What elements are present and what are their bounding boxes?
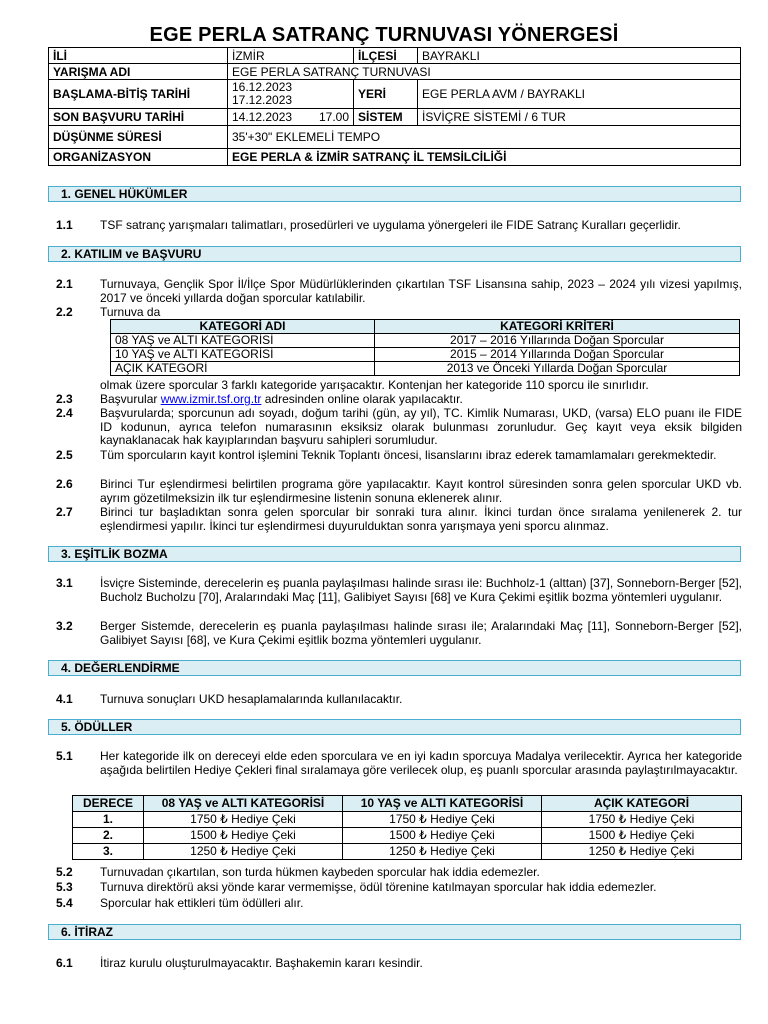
table-row	[111, 362, 740, 376]
item-text	[100, 393, 742, 407]
basvuru-date: 14.12.2023	[232, 110, 293, 124]
prize-cell: 1750 ₺ Hediye Çeki	[343, 812, 542, 828]
item-text: Başvurularda; sporcunun adı soyadı, doğum tarihi (gün, ay yıl), TC. Kimlik Numarası, UKD, (varsa) ELO puanı ile FIDE ID kodunun, ayrıca telefon numarasının eksiksiz olarak bulunması zorunludur. Geç kayıt veya eksik bilgiden kaynaklanacak hak kayıplarından başvuru sahipleri sorumludur.	[100, 406, 742, 447]
prize-header-rank: DERECE	[73, 796, 144, 812]
item-number: 5.3	[56, 880, 73, 894]
tsf-website-link[interactable]: www.izmir.tsf.org.tr	[160, 392, 262, 406]
category-name: AÇIK KATEGORİ	[111, 362, 375, 376]
item-2-2-continued	[100, 379, 742, 393]
ilce-value: BAYRAKLI	[418, 48, 741, 64]
prize-cell: 1250 ₺ Hediye Çeki	[144, 844, 343, 860]
section-header-oduller: 5. ÖDÜLLER	[48, 719, 741, 735]
basvuru-label: SON BAŞVURU TARİHİ	[49, 109, 228, 126]
basvuru-time: 17.00	[318, 110, 349, 124]
tarih-value	[228, 80, 354, 109]
item-number: 1.1	[56, 218, 73, 232]
item-number: 2.5	[56, 448, 73, 462]
item-text: İsviçre Sisteminde, derecelerin eş puanla paylaşılması halinde sırası ile: Buchholz-1 (alttan) [37], Sonneborn-Berger [52], Bucholz Bucholzu [70], Aralarındaki Maç [11], Galibiyet Sayısı [68] ve Kura Çekimi eşitlik bozma yöntemleri uygulanır.	[100, 576, 742, 604]
item-text: TSF satranç yarışmaları talimatları, prosedürleri ve uygulama yönergeleri ile FIDE Satranç Kuralları geçerlidir.	[100, 218, 681, 232]
item-text: Turnuvaya, Gençlik Spor İl/İlçe Spor Müdürlüklerinden çıkartılan TSF Lisansına sahip, 2023 – 2024 yılı vizesi yapılmış, 2017 ve önceki yıllarda doğan sporcular katılabilir.	[100, 277, 742, 305]
sure-label: DÜŞÜNME SÜRESİ	[49, 126, 228, 149]
org-value: EGE PERLA & İZMİR SATRANÇ İL TEMSİLCİLİĞİ	[228, 149, 741, 166]
item-text: Turnuva direktörü aksi yönde karar vermemişse, ödül törenine katılmayan sporcular hak iddia edemezler.	[100, 880, 657, 894]
tarih-start: 16.12.2023	[232, 80, 293, 94]
category-name: 10 YAŞ ve ALTI KATEGORİSİ	[111, 348, 375, 362]
section-header-esitlik: 3. EŞİTLİK BOZMA	[48, 546, 741, 562]
category-criteria: 2013 ve Önceki Yıllarda Doğan Sporcular	[375, 362, 740, 376]
yer-label: YERİ	[354, 80, 418, 109]
item-number: 5.1	[56, 749, 73, 763]
section-header-genel: 1. GENEL HÜKÜMLER	[48, 186, 741, 202]
item-text: Birinci Tur eşlendirmesi belirtilen programa göre yapılacaktır. Kayıt kontrol süresinden sonra gelen sporcular UKD vb. ayrım gözetilmeksizin ilk tur eşlendirmesine listenin sonuna eklenerek alınır.	[100, 477, 742, 505]
prize-cell: 1750 ₺ Hediye Çeki	[542, 812, 742, 828]
prize-header-u10: 10 YAŞ ve ALTI KATEGORİSİ	[343, 796, 542, 812]
prize-cell: 1500 ₺ Hediye Çeki	[542, 828, 742, 844]
item-text: Her kategoride ilk on dereceyi elde eden sporculara ve en iyi kadın sporcuya Madalya verilecektir. Ayrıca her kategoride aşağıda belirtilen Hediye Çekleri final sıralamaya göre verilecek olup, eş puanlı sporcular arasında paylaştırılmayacaktır.	[100, 749, 742, 777]
category-name: 08 YAŞ ve ALTI KATEGORİSİ	[111, 334, 375, 348]
category-criteria: 2015 – 2014 Yıllarında Doğan Sporcular	[375, 348, 740, 362]
item-text: Berger Sistemde, derecelerin eş puanla paylaşılması halinde sırası ile; Aralarındaki Maç [11], Sonneborn-Berger [52], Galibiyet Sayısı [68], ve Kura Çekimi eşitlik bozma yöntemleri uygulanır.	[100, 619, 742, 647]
table-row	[73, 844, 742, 860]
sure-value: 35'+30" EKLEMELİ TEMPO	[228, 126, 741, 149]
prize-header-open: AÇIK KATEGORİ	[542, 796, 742, 812]
basvuru-value	[228, 109, 354, 126]
item-text: Turnuva sonuçları UKD hesaplamalarında kullanılacaktır.	[100, 692, 403, 706]
item-text: İtiraz kurulu oluşturulmayacaktır. Başhakemin kararı kesindir.	[100, 956, 423, 970]
item-number: 3.2	[56, 619, 73, 633]
item-number: 4.1	[56, 692, 73, 706]
item-number: 3.1	[56, 576, 73, 590]
yer-value: EGE PERLA AVM / BAYRAKLI	[418, 80, 741, 109]
sistem-label: SİSTEM	[354, 109, 418, 126]
prize-table	[72, 795, 742, 860]
prize-cell: 1500 ₺ Hediye Çeki	[343, 828, 542, 844]
prize-rank: 3.	[73, 844, 144, 860]
item-number: 5.4	[56, 896, 73, 910]
org-label: ORGANİZASYON	[49, 149, 228, 166]
prize-cell: 1750 ₺ Hediye Çeki	[144, 812, 343, 828]
item-text: Tüm sporcuların kayıt kontrol işlemini Teknik Toplantı öncesi, lisanslarını ibraz ederek tamamlamaları gerekmektedir.	[100, 448, 717, 462]
item-text-part: Başvurular	[100, 392, 161, 406]
info-table	[48, 47, 741, 166]
item-text-part: adresinden online olarak yapılacaktır.	[261, 392, 463, 406]
category-header-name: KATEGORİ ADI	[111, 320, 375, 334]
prize-rank: 1.	[73, 812, 144, 828]
il-value: İZMİR	[228, 48, 354, 64]
category-header-criteria: KATEGORİ KRİTERİ	[375, 320, 740, 334]
yarisma-value: EGE PERLA SATRANÇ TURNUVASI	[228, 64, 741, 80]
item-number: 2.2	[56, 305, 73, 319]
prize-cell: 1250 ₺ Hediye Çeki	[542, 844, 742, 860]
item-number: 2.7	[56, 505, 73, 519]
table-row	[73, 828, 742, 844]
item-text: Sporcular hak ettikleri tüm ödülleri alır.	[100, 896, 304, 910]
item-number: 2.4	[56, 406, 73, 420]
prize-rank: 2.	[73, 828, 144, 844]
il-label: İLİ	[49, 48, 228, 64]
section-header-degerlendirme: 4. DEĞERLENDİRME	[48, 660, 741, 676]
ilce-label: İLÇESİ	[354, 48, 418, 64]
table-row	[73, 812, 742, 828]
item-text: Turnuva da	[100, 305, 161, 319]
item-text: Birinci tur başladıktan sonra gelen sporcular bir sonraki tura alınır. İkinci turdan önce sıralama yenilenerek 2. tur eşlendirmesi yapılır. İkinci tur eşlendirmesi duyurulduktan sonra yarışmaya yeni sporcu alınmaz.	[100, 505, 742, 533]
sistem-value: İSVİÇRE SİSTEMİ / 6 TUR	[418, 109, 741, 126]
yarisma-label: YARIŞMA ADI	[49, 64, 228, 80]
prize-cell: 1250 ₺ Hediye Çeki	[343, 844, 542, 860]
page-title: EGE PERLA SATRANÇ TURNUVASI YÖNERGESİ	[149, 24, 619, 46]
tarih-end: 17.12.2023	[232, 93, 293, 107]
item-number: 2.1	[56, 277, 73, 291]
tarih-label: BAŞLAMA-BİTİŞ TARİHİ	[49, 80, 228, 109]
item-number: 5.2	[56, 865, 73, 879]
item-number: 2.6	[56, 477, 73, 491]
category-table	[110, 319, 740, 376]
table-row	[111, 348, 740, 362]
item-number: 2.3	[56, 392, 73, 406]
prize-header-u8: 08 YAŞ ve ALTI KATEGORİSİ	[144, 796, 343, 812]
item-number: 6.1	[56, 956, 73, 970]
section-header-itiraz: 6. İTİRAZ	[48, 924, 741, 940]
item-text: Turnuvadan çıkartılan, son turda hükmen kaybeden sporcular hak iddia edemezler.	[100, 865, 540, 879]
category-criteria: 2017 – 2016 Yıllarında Doğan Sporcular	[375, 334, 740, 348]
table-row	[111, 334, 740, 348]
section-header-katilim: 2. KATILIM ve BAŞVURU	[48, 246, 741, 262]
prize-cell: 1500 ₺ Hediye Çeki	[144, 828, 343, 844]
item-text: olmak üzere sporcular 3 farklı kategoride yarışacaktır. Kontenjan her kategoride 110 sporcu ile sınırlıdır.	[100, 378, 649, 392]
